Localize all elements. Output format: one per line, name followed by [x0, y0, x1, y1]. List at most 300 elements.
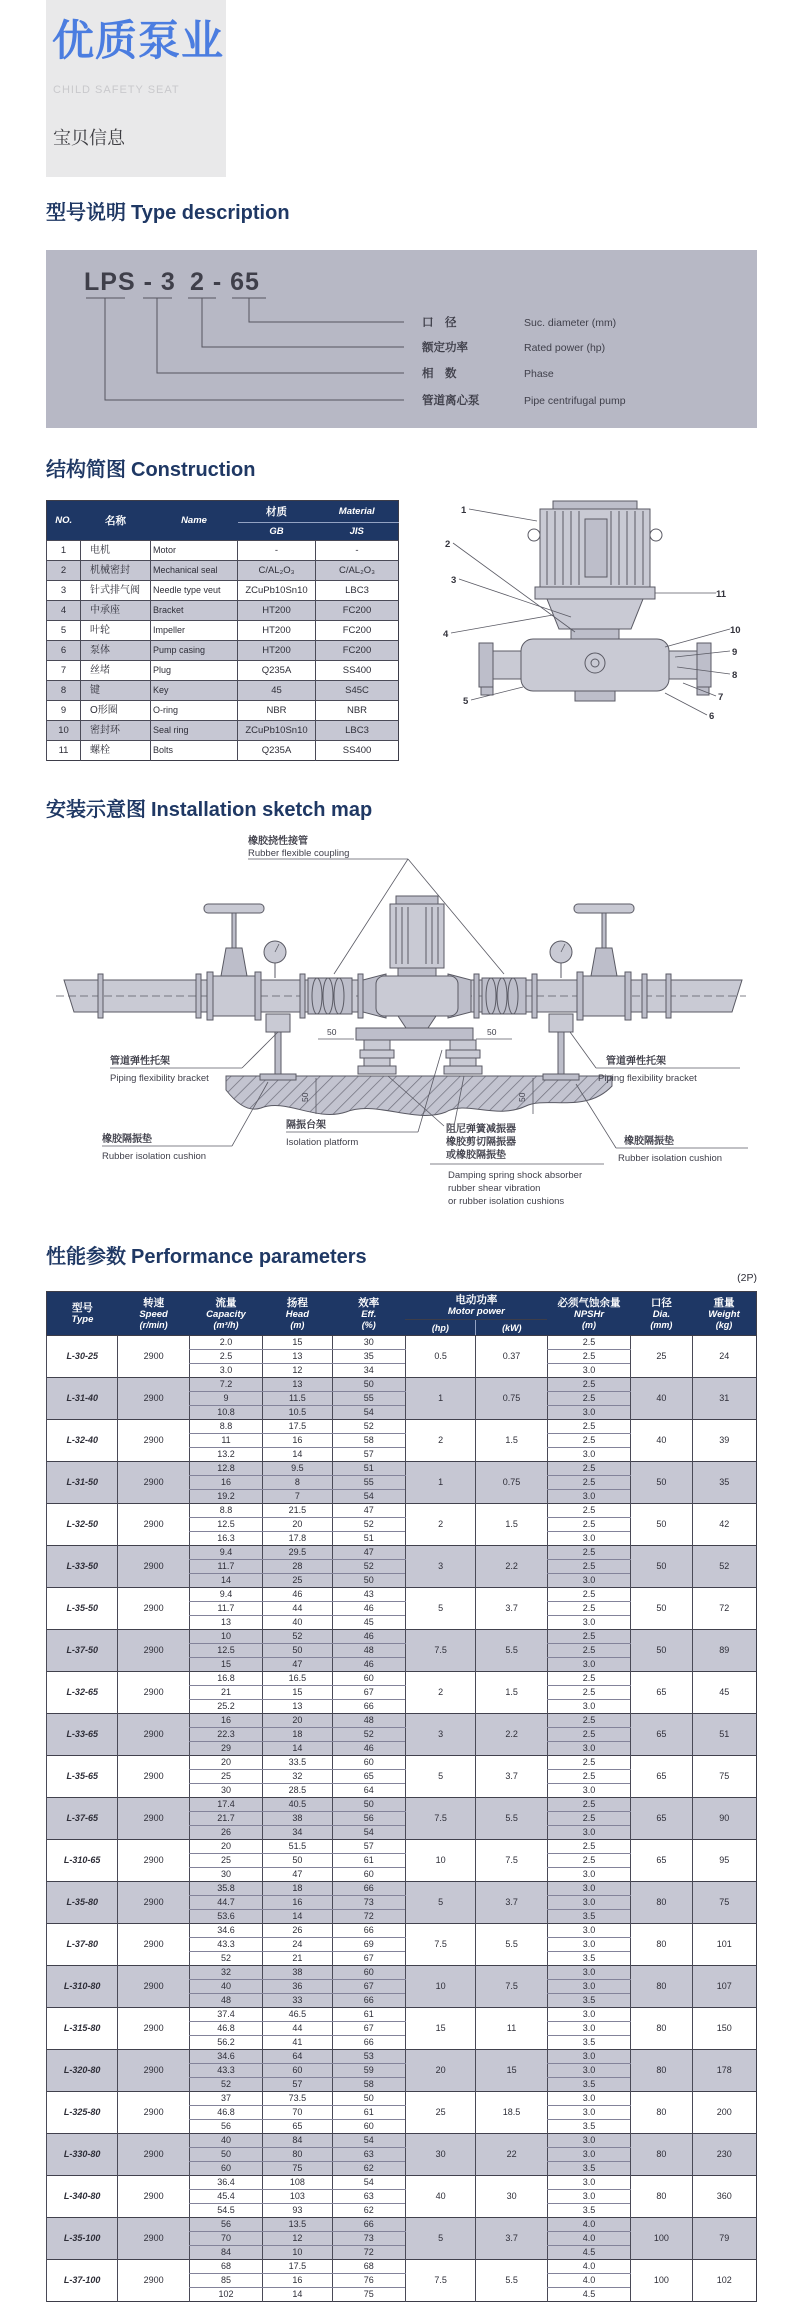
- performance-cell: 3.5: [547, 2162, 630, 2176]
- performance-cell: L-33-65: [47, 1714, 118, 1756]
- callout-number: 9: [732, 647, 738, 658]
- construction-cell: 电机: [81, 541, 151, 561]
- performance-cell: 4.5: [547, 2288, 630, 2302]
- performance-cell: L-32-40: [47, 1420, 118, 1462]
- callout-number: 11: [716, 589, 727, 600]
- performance-cell: 2.2: [476, 1546, 547, 1588]
- performance-cell: 30: [476, 2176, 547, 2218]
- performance-cell: 58: [332, 2078, 405, 2092]
- performance-cell: 21: [263, 1952, 332, 1966]
- performance-cell: 1.5: [476, 1420, 547, 1462]
- performance-cell: 5: [405, 2218, 475, 2260]
- construction-cell: Impeller: [151, 621, 238, 641]
- performance-cell: 80: [631, 1882, 692, 1924]
- performance-row: [47, 2134, 757, 2148]
- performance-cell: 3.0: [547, 1826, 630, 1840]
- performance-cell: 50: [631, 1462, 692, 1504]
- performance-cell: 20: [189, 1840, 262, 1854]
- callout-number: 7: [718, 692, 724, 703]
- performance-cell: 2900: [118, 2260, 189, 2302]
- performance-cell: 52: [332, 1420, 405, 1434]
- performance-cell: 69: [332, 1938, 405, 1952]
- construction-cell: C/AL₂O₃: [238, 561, 316, 581]
- performance-row: [47, 1504, 757, 1518]
- coupling-label-en: Rubber flexible coupling: [248, 848, 350, 859]
- performance-cell: 2.5: [547, 1602, 630, 1616]
- performance-cell: 66: [332, 1882, 405, 1896]
- performance-cell: 72: [332, 2246, 405, 2260]
- performance-cell: 2.5: [547, 1420, 630, 1434]
- performance-cell: 33: [263, 1994, 332, 2008]
- performance-cell: 47: [263, 1868, 332, 1882]
- performance-row: [47, 2260, 757, 2274]
- construction-cell: 叶轮: [81, 621, 151, 641]
- performance-cell: 2900: [118, 1420, 189, 1462]
- performance-cell: 84: [263, 2134, 332, 2148]
- performance-cell: L-310-80: [47, 1966, 118, 2008]
- construction-cell: Mechanical seal: [151, 561, 238, 581]
- performance-cell: 65: [332, 1770, 405, 1784]
- performance-cell: 41: [263, 2036, 332, 2050]
- performance-cell: 2.5: [547, 1434, 630, 1448]
- performance-cell: 60: [332, 1868, 405, 1882]
- model-label-cn: 额定功率: [422, 342, 468, 354]
- performance-cell: 55: [332, 1392, 405, 1406]
- bracket-label-cn: 管道弹性托架: [606, 1056, 666, 1067]
- performance-cell: 107: [692, 1966, 756, 2008]
- construction-cell: 3: [47, 581, 81, 601]
- construction-row: [47, 661, 399, 681]
- performance-cell: 2900: [118, 1588, 189, 1630]
- performance-cell: 2900: [118, 1714, 189, 1756]
- performance-cell: 46.8: [189, 2022, 262, 2036]
- performance-cell: 4.0: [547, 2218, 630, 2232]
- construction-cell: 键: [81, 681, 151, 701]
- performance-cell: 2.5: [547, 1504, 630, 1518]
- performance-cell: 40: [263, 1616, 332, 1630]
- performance-cell: 3.0: [547, 1364, 630, 1378]
- performance-cell: 37.4: [189, 2008, 262, 2022]
- performance-cell: 16: [189, 1714, 262, 1728]
- performance-cell: 7: [263, 1490, 332, 1504]
- performance-cell: 3.0: [547, 1784, 630, 1798]
- model-label-en: Pipe centrifugal pump: [524, 395, 626, 407]
- performance-cell: 7.5: [405, 1798, 475, 1840]
- col-header-gb: GB: [238, 523, 316, 541]
- performance-cell: 54: [332, 2134, 405, 2148]
- performance-cell: 100: [631, 2260, 692, 2302]
- performance-cell: 59: [332, 2064, 405, 2078]
- performance-cell: 48: [189, 1994, 262, 2008]
- construction-cell: NBR: [238, 701, 316, 721]
- construction-row: [47, 701, 399, 721]
- performance-row: [47, 1798, 757, 1812]
- performance-cell: 34: [332, 1364, 405, 1378]
- performance-cell: 2.5: [547, 1756, 630, 1770]
- performance-cell: 66: [332, 1700, 405, 1714]
- performance-cell: 3.0: [547, 1924, 630, 1938]
- performance-cell: 1.5: [476, 1504, 547, 1546]
- performance-cell: 54: [332, 1406, 405, 1420]
- performance-cell: 80: [631, 2050, 692, 2092]
- performance-cell: 2.5: [189, 1350, 262, 1364]
- performance-cell: 4.0: [547, 2274, 630, 2288]
- performance-cell: 65: [631, 1756, 692, 1798]
- performance-cell: 47: [263, 1658, 332, 1672]
- performance-cell: 2.5: [547, 1350, 630, 1364]
- performance-cell: 16: [263, 1896, 332, 1910]
- performance-cell: 57: [263, 2078, 332, 2092]
- performance-cell: 50: [631, 1546, 692, 1588]
- performance-cell: L-32-50: [47, 1504, 118, 1546]
- performance-cell: 2: [405, 1672, 475, 1714]
- col-header-motor-power: 电动功率 Motor power: [405, 1292, 547, 1320]
- performance-cell: 2900: [118, 1378, 189, 1420]
- callout-number: 3: [451, 575, 457, 586]
- performance-cell: L-310-65: [47, 1840, 118, 1882]
- performance-cell: 43.3: [189, 1938, 262, 1952]
- performance-cell: 2.5: [547, 1476, 630, 1490]
- performance-cell: 93: [263, 2204, 332, 2218]
- performance-cell: 75: [692, 1882, 756, 1924]
- performance-cell: 8: [263, 1476, 332, 1490]
- construction-cell: 45: [238, 681, 316, 701]
- col-header-material-en: Material: [316, 501, 399, 523]
- performance-cell: 2.5: [547, 1378, 630, 1392]
- performance-cell: 11: [189, 1434, 262, 1448]
- performance-heading: 性能参数 Performance parameters: [46, 1246, 367, 1268]
- performance-cell: 3.5: [547, 1952, 630, 1966]
- performance-cell: 3.5: [547, 2078, 630, 2092]
- performance-cell: 46: [263, 1588, 332, 1602]
- performance-cell: 34: [263, 1826, 332, 1840]
- performance-row: [47, 2050, 757, 2064]
- construction-cell: 4: [47, 601, 81, 621]
- performance-cell: 29.5: [263, 1546, 332, 1560]
- performance-cell: 25.2: [189, 1700, 262, 1714]
- performance-cell: 54: [332, 1826, 405, 1840]
- performance-cell: 52: [692, 1546, 756, 1588]
- construction-row: [47, 581, 399, 601]
- construction-cell: Q235A: [238, 661, 316, 681]
- performance-cell: 2.5: [547, 1686, 630, 1700]
- performance-cell: 60: [332, 1672, 405, 1686]
- cushion-label-en: Rubber isolation cushion: [618, 1153, 723, 1164]
- performance-cell: 19.2: [189, 1490, 262, 1504]
- performance-cell: 3.0: [547, 1532, 630, 1546]
- performance-cell: L-37-100: [47, 2260, 118, 2302]
- performance-cell: 50: [631, 1630, 692, 1672]
- performance-cell: 63: [332, 2190, 405, 2204]
- performance-cell: 100: [631, 2218, 692, 2260]
- bracket-label-en: Piping flexibility bracket: [110, 1073, 209, 1084]
- performance-cell: 38: [263, 1966, 332, 1980]
- performance-cell: 9.4: [189, 1588, 262, 1602]
- construction-cell: Needle type veut: [151, 581, 238, 601]
- performance-cell: 63: [332, 2148, 405, 2162]
- construction-cell: O形圈: [81, 701, 151, 721]
- performance-cell: 60: [332, 2120, 405, 2134]
- performance-table: [46, 1291, 757, 2302]
- performance-cell: 68: [332, 2260, 405, 2274]
- performance-cell: 1: [405, 1462, 475, 1504]
- dimension-label: 50: [327, 1027, 337, 1037]
- performance-cell: 21: [189, 1686, 262, 1700]
- performance-cell: 3: [405, 1714, 475, 1756]
- brand-subtitle: CHILD SAFETY SEAT: [53, 84, 180, 96]
- performance-cell: 32: [189, 1966, 262, 1980]
- performance-cell: 13: [263, 1700, 332, 1714]
- performance-cell: 80: [631, 1924, 692, 1966]
- performance-cell: 2900: [118, 1336, 189, 1378]
- performance-cell: 11.7: [189, 1602, 262, 1616]
- performance-cell: 3.7: [476, 2218, 547, 2260]
- performance-cell: 12.5: [189, 1518, 262, 1532]
- performance-cell: 80: [631, 2092, 692, 2134]
- performance-cell: 40: [631, 1378, 692, 1420]
- performance-cell: 103: [263, 2190, 332, 2204]
- performance-row: [47, 1924, 757, 1938]
- performance-cell: L-37-65: [47, 1798, 118, 1840]
- type-breakdown-diagram: [46, 250, 757, 428]
- performance-cell: 65: [263, 2120, 332, 2134]
- performance-cell: 360: [692, 2176, 756, 2218]
- performance-cell: 2900: [118, 2134, 189, 2176]
- model-label-cn: 相 数: [422, 368, 457, 380]
- absorber-label-en: Damping spring shock absorber: [448, 1170, 583, 1181]
- performance-cell: 52: [332, 1518, 405, 1532]
- performance-row: [47, 1378, 757, 1392]
- cushion-label-cn: 橡胶隔振垫: [624, 1136, 674, 1147]
- performance-cell: 3.7: [476, 1882, 547, 1924]
- callout-number: 1: [461, 505, 467, 516]
- performance-cell: 70: [263, 2106, 332, 2120]
- performance-cell: 67: [332, 1952, 405, 1966]
- construction-cell: Motor: [151, 541, 238, 561]
- col-header-eff: 效率 Eff. (%): [332, 1292, 405, 1336]
- construction-cell: 针式排气阀: [81, 581, 151, 601]
- performance-cell: 3.5: [547, 2120, 630, 2134]
- performance-cell: 35: [692, 1462, 756, 1504]
- performance-cell: 46.5: [263, 2008, 332, 2022]
- installation-diagram: [46, 828, 757, 1218]
- performance-cell: 2.5: [547, 1770, 630, 1784]
- performance-cell: 10: [189, 1630, 262, 1644]
- coupling-label-cn: 橡胶挠性接管: [248, 836, 308, 847]
- performance-cell: 66: [332, 1994, 405, 2008]
- performance-cell: 1.5: [476, 1672, 547, 1714]
- platform-label-cn: 隔振台架: [286, 1120, 326, 1131]
- col-header-name-en: Name: [151, 501, 238, 541]
- performance-cell: 10: [405, 1840, 475, 1882]
- performance-cell: 3.0: [547, 1700, 630, 1714]
- performance-cell: 10.8: [189, 1406, 262, 1420]
- performance-cell: 11.7: [189, 1560, 262, 1574]
- performance-cell: 3.0: [547, 1966, 630, 1980]
- performance-cell: 46: [332, 1630, 405, 1644]
- performance-cell: 3.5: [547, 1910, 630, 1924]
- performance-cell: 15: [405, 2008, 475, 2050]
- performance-cell: 47: [332, 1504, 405, 1518]
- performance-cell: 36.4: [189, 2176, 262, 2190]
- performance-cell: 44: [263, 1602, 332, 1616]
- performance-cell: 2900: [118, 2092, 189, 2134]
- performance-cell: 75: [332, 2288, 405, 2302]
- performance-cell: 73: [332, 1896, 405, 1910]
- type-description-panel: [46, 250, 757, 428]
- performance-cell: 45: [332, 1616, 405, 1630]
- performance-cell: 15: [476, 2050, 547, 2092]
- performance-row: [47, 1672, 757, 1686]
- performance-cell: 5: [405, 1756, 475, 1798]
- performance-cell: 178: [692, 2050, 756, 2092]
- construction-cell: 6: [47, 641, 81, 661]
- performance-cell: 20: [263, 1714, 332, 1728]
- performance-cell: 15: [189, 1658, 262, 1672]
- dimension-label: 50: [300, 1092, 310, 1102]
- performance-cell: 67: [332, 2022, 405, 2036]
- construction-row: [47, 741, 399, 761]
- performance-cell: 18: [263, 1728, 332, 1742]
- performance-row: [47, 2218, 757, 2232]
- performance-cell: 72: [692, 1588, 756, 1630]
- model-label-en: Rated power (hp): [524, 342, 606, 354]
- performance-cell: 40: [189, 1980, 262, 1994]
- performance-cell: 61: [332, 2008, 405, 2022]
- performance-cell: 60: [332, 1966, 405, 1980]
- construction-cell: O-ring: [151, 701, 238, 721]
- performance-cell: 2900: [118, 1756, 189, 1798]
- performance-cell: 3.5: [547, 2204, 630, 2218]
- performance-cell: L-330-80: [47, 2134, 118, 2176]
- performance-cell: 5: [405, 1588, 475, 1630]
- performance-cell: 51: [332, 1532, 405, 1546]
- cushion-label-en: Rubber isolation cushion: [102, 1151, 207, 1162]
- construction-cell: LBC3: [316, 581, 399, 601]
- performance-cell: 37: [189, 2092, 262, 2106]
- model-code-left: LPS - 3: [84, 268, 176, 296]
- performance-cell: 2.5: [547, 1812, 630, 1826]
- performance-cell: 52: [189, 2078, 262, 2092]
- performance-cell: 101: [692, 1924, 756, 1966]
- performance-cell: 3.0: [547, 2022, 630, 2036]
- performance-cell: 10: [405, 1966, 475, 2008]
- performance-cell: 65: [631, 1672, 692, 1714]
- performance-cell: 67: [332, 1686, 405, 1700]
- performance-cell: 2900: [118, 2008, 189, 2050]
- performance-cell: 47: [332, 1546, 405, 1560]
- performance-cell: 2.0: [189, 1336, 262, 1350]
- pole-note: (2P): [737, 1272, 757, 1284]
- construction-cell: 密封环: [81, 721, 151, 741]
- performance-cell: 80: [631, 2008, 692, 2050]
- performance-row: [47, 1336, 757, 1350]
- performance-cell: 5.5: [476, 1798, 547, 1840]
- performance-cell: 102: [692, 2260, 756, 2302]
- performance-cell: 4.5: [547, 2246, 630, 2260]
- performance-cell: 16.3: [189, 1532, 262, 1546]
- performance-cell: 3.0: [547, 2148, 630, 2162]
- performance-cell: 13.5: [263, 2218, 332, 2232]
- performance-cell: 39: [692, 1420, 756, 1462]
- performance-cell: 3.5: [547, 2036, 630, 2050]
- performance-cell: 50: [263, 1854, 332, 1868]
- performance-cell: 52: [332, 1728, 405, 1742]
- dimension-label: 50: [487, 1027, 497, 1037]
- performance-cell: 2.5: [547, 1840, 630, 1854]
- performance-cell: 56: [189, 2218, 262, 2232]
- absorber-label-cn: 阻尼弹簧减振器: [446, 1124, 516, 1135]
- callout-number: 4: [443, 629, 449, 640]
- performance-cell: 2.5: [547, 1336, 630, 1350]
- col-header-material-cn: 材质: [238, 501, 316, 523]
- performance-cell: 14: [189, 1574, 262, 1588]
- performance-cell: 51: [692, 1714, 756, 1756]
- performance-cell: 2.5: [547, 1798, 630, 1812]
- performance-cell: 44: [263, 2022, 332, 2036]
- col-header-jis: JIS: [316, 523, 399, 541]
- performance-row: [47, 1630, 757, 1644]
- absorber-label-en: or rubber isolation cushions: [448, 1196, 565, 1207]
- construction-row: [47, 681, 399, 701]
- performance-cell: 57: [332, 1448, 405, 1462]
- performance-cell: 13.2: [189, 1448, 262, 1462]
- performance-cell: L-32-65: [47, 1672, 118, 1714]
- performance-cell: 12: [263, 1364, 332, 1378]
- platform-label-en: Isolation platform: [286, 1137, 359, 1148]
- performance-cell: L-325-80: [47, 2092, 118, 2134]
- product-info-label: 宝贝信息: [53, 128, 125, 148]
- performance-cell: 150: [692, 2008, 756, 2050]
- performance-cell: 56: [189, 2120, 262, 2134]
- construction-cell: FC200: [316, 601, 399, 621]
- performance-cell: 21.7: [189, 1812, 262, 1826]
- construction-cell: 9: [47, 701, 81, 721]
- callout-number: 2: [445, 539, 451, 550]
- construction-heading: 结构简图 Construction: [46, 459, 256, 481]
- performance-cell: 14: [263, 1910, 332, 1924]
- construction-row: [47, 721, 399, 741]
- performance-cell: 3.0: [547, 1406, 630, 1420]
- performance-cell: 84: [189, 2246, 262, 2260]
- col-header-type: 型号 Type: [47, 1292, 118, 1336]
- performance-cell: L-315-80: [47, 2008, 118, 2050]
- performance-cell: L-33-50: [47, 1546, 118, 1588]
- col-header-name-cn: 名称: [81, 501, 151, 541]
- construction-table-body: [47, 541, 399, 761]
- performance-cell: 10.5: [263, 1406, 332, 1420]
- performance-cell: 2: [405, 1420, 475, 1462]
- performance-row: [47, 1882, 757, 1896]
- performance-cell: 2.5: [547, 1644, 630, 1658]
- performance-cell: 40: [631, 1420, 692, 1462]
- performance-cell: 7.2: [189, 1378, 262, 1392]
- performance-cell: 46: [332, 1658, 405, 1672]
- performance-cell: 2900: [118, 2176, 189, 2218]
- performance-cell: 0.75: [476, 1378, 547, 1420]
- performance-cell: 75: [263, 2162, 332, 2176]
- installation-heading: 安装示意图 Installation sketch map: [46, 799, 373, 821]
- performance-cell: L-35-50: [47, 1588, 118, 1630]
- performance-cell: 50: [332, 1378, 405, 1392]
- construction-cell: ZCuPb10Sn10: [238, 581, 316, 601]
- performance-cell: L-31-40: [47, 1378, 118, 1420]
- performance-cell: 32: [263, 1770, 332, 1784]
- performance-cell: 2.5: [547, 1560, 630, 1574]
- performance-row: [47, 1840, 757, 1854]
- performance-cell: 75: [692, 1756, 756, 1798]
- performance-cell: 2.5: [547, 1714, 630, 1728]
